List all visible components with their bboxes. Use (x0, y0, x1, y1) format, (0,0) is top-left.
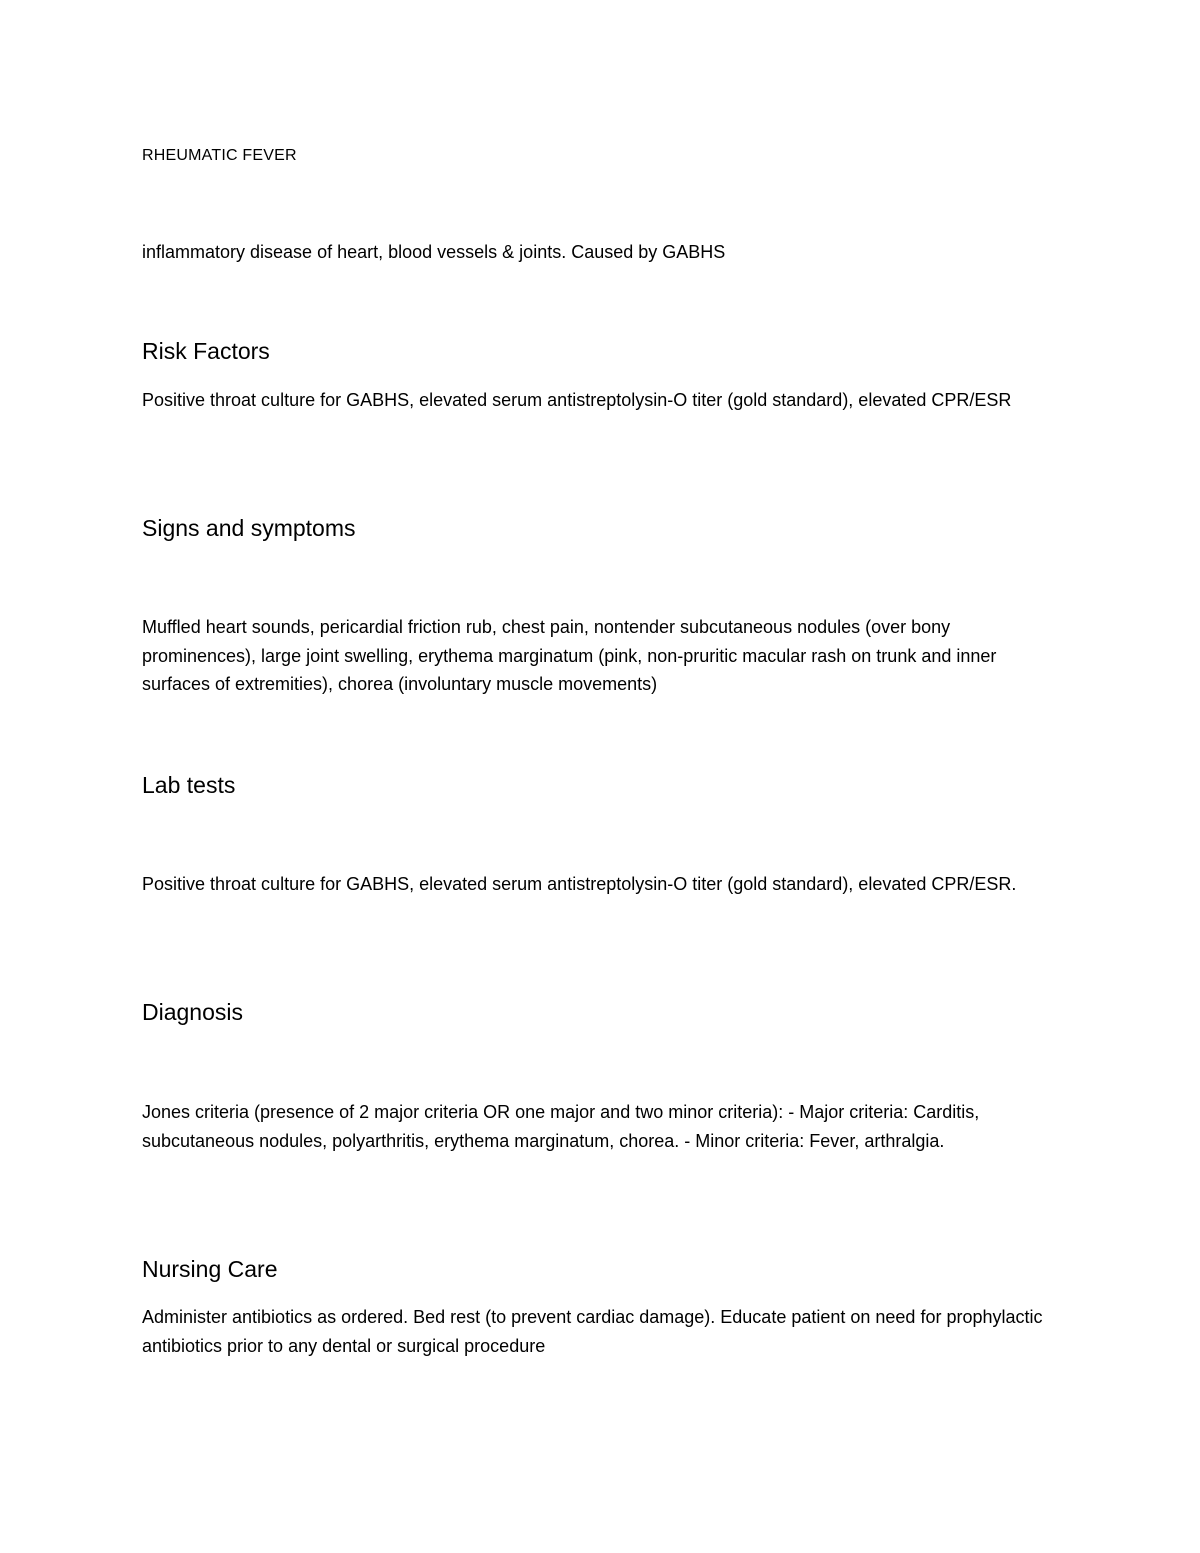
section-heading-lab-tests: Lab tests (142, 772, 236, 798)
section-heading-diagnosis: Diagnosis (142, 999, 243, 1025)
document-title: RHEUMATIC FEVER (142, 147, 297, 164)
section-heading-nursing-care: Nursing Care (142, 1256, 278, 1282)
section-heading-signs-and-symptoms: Signs and symptoms (142, 515, 356, 541)
section-body-nursing-care: Administer antibiotics as ordered. Bed rest (to prevent cardiac damage). Educate patient on need for prophylactic antibiotics prior to any dental or surgical procedure (142, 1307, 1043, 1356)
intro-text: inflammatory disease of heart, blood vessels & joints. Caused by GABHS (142, 242, 726, 262)
section-heading-risk-factors: Risk Factors (142, 338, 270, 364)
section-body-signs-and-symptoms: Muffled heart sounds, pericardial friction rub, chest pain, nontender subcutaneous nodules (over bony prominences), large joint swelling, erythema marginatum (pink, non-pruritic macular rash on trunk and inner surfaces of extremities), chorea (involuntary muscle movements) (142, 617, 997, 694)
section-body-diagnosis: Jones criteria (presence of 2 major criteria OR one major and two minor criteria): - Major criteria: Carditis, subcutaneous nodules, polyarthritis, erythema marginatum, chorea. - Minor criteria: Fever, arthralgia. (142, 1102, 980, 1151)
section-body-risk-factors: Positive throat culture for GABHS, elevated serum antistreptolysin-O titer (gold standard), elevated CPR/ESR (142, 390, 1012, 410)
section-body-lab-tests: Positive throat culture for GABHS, elevated serum antistreptolysin-O titer (gold standard), elevated CPR/ESR. (142, 874, 1017, 894)
